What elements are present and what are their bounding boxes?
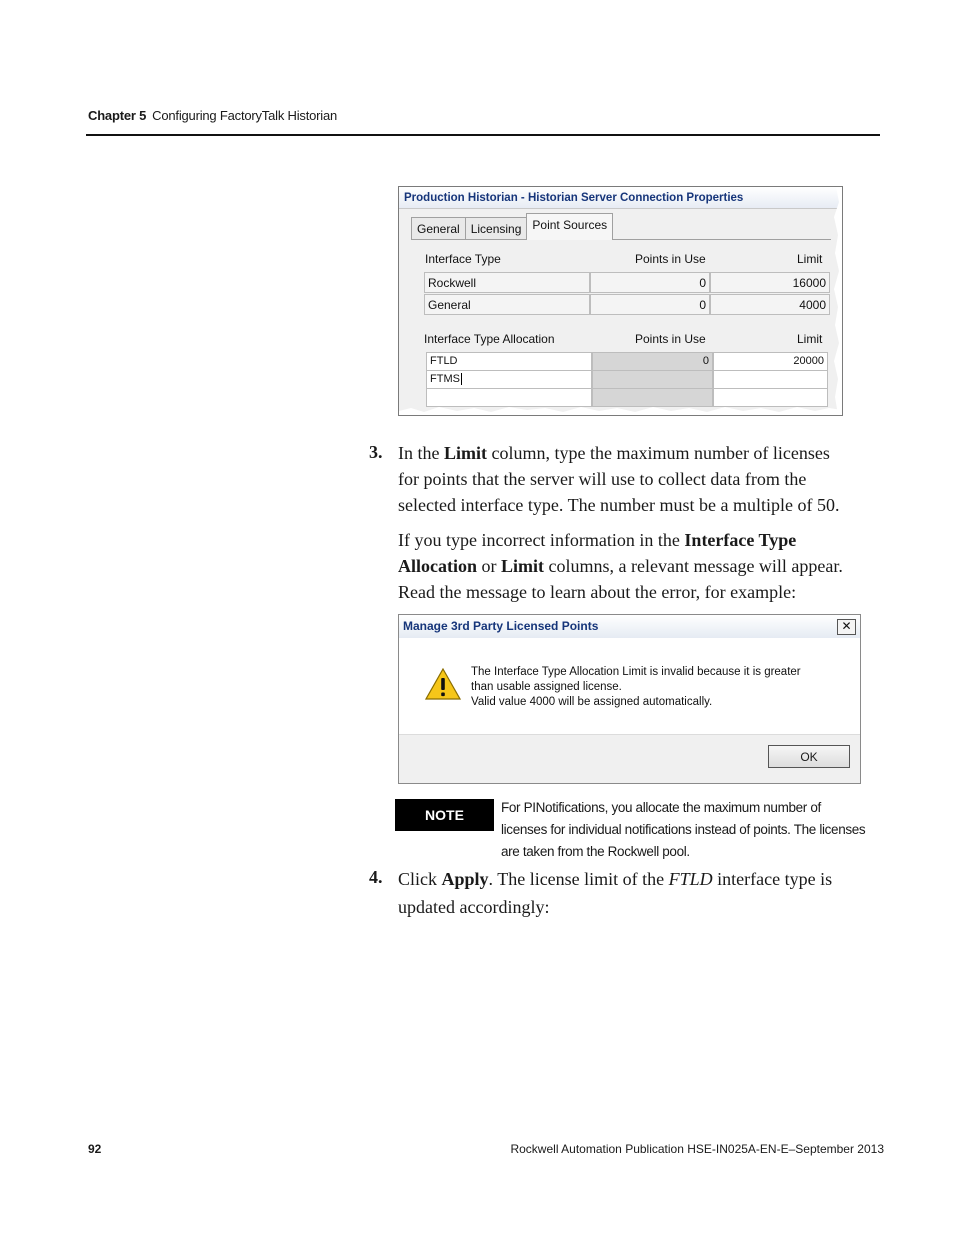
error-dialog-screenshot <box>398 614 861 784</box>
message-line: Valid value 4000 will be assigned automatically. <box>471 696 713 708</box>
text-line: for points that the server will use to collect data from the <box>398 469 807 489</box>
text-run: column, type the maximum number of licenses <box>486 443 830 463</box>
table2-row2-points <box>592 370 713 389</box>
message-line: than usable assigned license. <box>471 681 622 693</box>
text-run: columns, a relevant message will appear. <box>544 556 843 576</box>
table2-row2-type: FTMS <box>430 373 460 385</box>
torn-edge-right <box>832 187 842 415</box>
header-rule <box>86 134 880 136</box>
col-header-points-in-use: Points in Use <box>635 252 706 266</box>
error-dialog-title: Manage 3rd Party Licensed Points <box>399 615 860 638</box>
ok-button[interactable]: OK <box>768 745 850 768</box>
col-header-limit-2: Limit <box>797 332 823 346</box>
col-header-points-in-use-2: Points in Use <box>635 332 706 346</box>
tab-point-sources[interactable]: Point Sources <box>526 213 613 240</box>
table1-row2-type: General <box>424 294 590 315</box>
term-ftld: FTLD <box>668 869 713 889</box>
close-icon[interactable]: ✕ <box>837 619 856 635</box>
publication-info: Rockwell Automation Publication HSE-IN025A-EN-E–September 2013 <box>510 1142 884 1156</box>
col-header-interface-type: Interface Type <box>425 252 501 266</box>
table2-row2-type-input[interactable] <box>426 370 592 389</box>
running-header <box>88 108 337 123</box>
table1-row1-points: 0 <box>590 272 710 293</box>
col-header-limit: Limit <box>797 252 823 266</box>
table2-row1-points: 0 <box>592 352 713 371</box>
note-line: For PINotifications, you allocate the maximum number of <box>501 800 821 815</box>
text-line: updated accordingly: <box>398 897 550 917</box>
warning-icon <box>425 668 461 700</box>
text-line: Read the message to learn about the error, for example: <box>398 582 797 602</box>
table2-row2-limit[interactable] <box>713 370 828 389</box>
note-text <box>501 797 879 863</box>
text-run: In the <box>398 443 444 463</box>
term-limit: Limit <box>501 556 544 576</box>
text-line: selected interface type. The number must be a multiple of 50. <box>398 495 840 515</box>
text-caret <box>461 373 462 385</box>
text-run: or <box>477 556 501 576</box>
tab-general[interactable]: General <box>411 217 466 240</box>
step-3-number: 3. <box>369 442 383 462</box>
text-run: interface type is <box>712 869 833 889</box>
term-interface-type: Interface Type <box>684 530 797 550</box>
error-message <box>471 665 801 710</box>
table2-row1-limit[interactable]: 20000 <box>713 352 828 371</box>
text-run: Click <box>398 869 442 889</box>
torn-edge-bottom <box>399 405 842 415</box>
term-apply: Apply <box>441 869 489 889</box>
table1-row2-limit[interactable]: 4000 <box>710 294 830 315</box>
table1-row1-limit[interactable]: 16000 <box>710 272 830 293</box>
chapter-label: Chapter 5 <box>88 108 147 123</box>
text-run: . The license limit of the <box>488 869 669 889</box>
note-line: are taken from the Rockwell pool. <box>501 844 690 859</box>
tab-bar <box>411 217 612 239</box>
note-line: licenses for individual notifications instead of points. The licenses <box>501 822 866 837</box>
dialog-footer <box>399 734 860 783</box>
term-allocation: Allocation <box>398 556 477 576</box>
page-number: 92 <box>88 1142 102 1156</box>
table1-row1-type: Rockwell <box>424 272 590 293</box>
table2-row1-type[interactable]: FTLD <box>426 352 592 371</box>
term-limit: Limit <box>443 443 487 463</box>
message-line: The Interface Type Allocation Limit is invalid because it is greater <box>471 666 801 678</box>
tab-licensing[interactable]: Licensing <box>465 217 528 240</box>
step-3-text <box>398 440 878 518</box>
text-run: If you type incorrect information in the <box>398 530 685 550</box>
col-header-allocation: Interface Type Allocation <box>424 332 555 346</box>
step-3-error-text <box>398 527 878 605</box>
connection-properties-screenshot <box>398 186 843 416</box>
table1-row2-points: 0 <box>590 294 710 315</box>
chapter-title: Configuring FactoryTalk Historian <box>152 108 338 123</box>
tab-divider <box>411 239 831 240</box>
step-4-number: 4. <box>369 867 383 887</box>
step-4-text <box>398 865 878 921</box>
note-badge: NOTE <box>395 799 494 831</box>
dialog-title: Production Historian - Historian Server Connection Properties <box>399 187 842 209</box>
